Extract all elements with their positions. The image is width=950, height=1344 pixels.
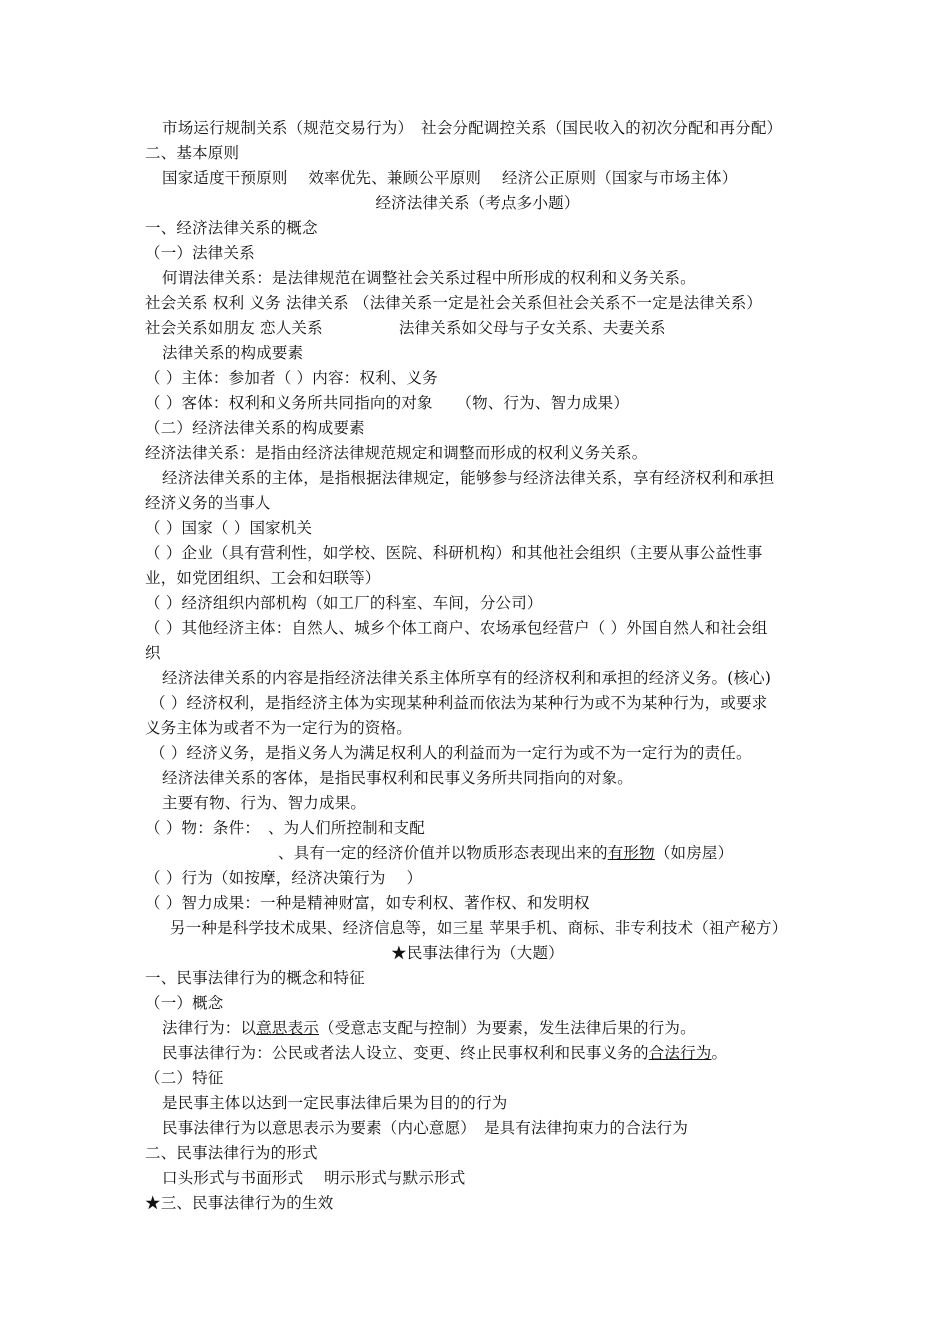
text-fragment: 法律关系如父母与子女关系、夫妻关系	[398, 319, 666, 337]
text-line: 经济法律关系：是指由经济法律规范规定和调整而形成的权利义务关系。	[145, 444, 648, 462]
text-line: 社会关系 权利 义务 法律关系 （法律关系一定是社会关系但社会关系不一定是法律关系）	[145, 294, 763, 312]
text-line: 经济法律关系的主体，是指根据法律规定，能够参与经济法律关系，享有经济权利和承担	[162, 469, 775, 487]
text-fragment: 民事法律行为：公民或者法人设立、变更、终止民事权利和民事义务的	[162, 1044, 649, 1062]
text-line	[145, 316, 810, 340]
text-line	[162, 1041, 827, 1065]
text-line: （ ）行为（如按摩，经济决策行为 ）	[145, 869, 423, 887]
centered-heading: ★民事法律行为（大题）	[391, 944, 564, 962]
text-line: （ ）经济组织内部机构（如工厂的科室、车间，分公司）	[145, 594, 543, 612]
section-heading: 二、基本原则	[145, 144, 240, 162]
text-line: 何谓法律关系：是法律规范在调整社会关系过程中所形成的权利和义务关系。	[162, 269, 696, 287]
text-line: 经济法律关系的客体，是指民事权利和民事义务所共同指向的对象。	[162, 769, 634, 787]
subsection-heading: （二）经济法律关系的构成要素	[145, 419, 365, 437]
text-line: （ ）智力成果：一种是精神财富，如专利权、著作权、和发明权	[145, 894, 590, 912]
text-line: （ ）其他经济主体：自然人、城乡个体工商户、农场承包经营户（ ）外国自然人和社会组	[145, 619, 768, 637]
text-line	[162, 1016, 827, 1040]
underlined-term: 意思表示	[256, 1019, 320, 1037]
text-line: （ ）物：条件： 、为人们所控制和支配	[145, 819, 425, 837]
text-line: （ ）企业（具有营利性，如学校、医院、科研机构）和其他社会组织（主要从事公益性事	[145, 544, 763, 562]
underlined-term: 有形物	[607, 844, 655, 862]
text-fragment: 、具有一定的经济价值并以物质形态表现出来的	[278, 844, 608, 862]
subsection-heading: （一）法律关系	[145, 244, 255, 262]
underlined-term: 合法行为	[648, 1044, 712, 1062]
text-line: （ ）客体：权利和义务所共同指向的对象 （物、行为、智力成果）	[145, 394, 630, 412]
text-line	[278, 841, 798, 865]
text-line: 是民事主体以达到一定民事法律后果为目的的行为	[162, 1094, 508, 1112]
text-line: （ ）经济义务，是指义务人为满足权利人的利益而为一定行为或不为一定行为的责任。	[150, 744, 752, 762]
section-heading: 二、民事法律行为的形式	[145, 1144, 318, 1162]
section-heading: 一、民事法律行为的概念和特征	[145, 969, 365, 987]
text-line: 织	[145, 644, 161, 662]
text-line: 主要有物、行为、智力成果。	[162, 794, 367, 812]
text-line: 义务主体为或者不为一定行为的资格。	[145, 719, 412, 737]
text-line: 经济义务的当事人	[145, 494, 271, 512]
text-fragment: 。	[711, 1044, 728, 1062]
text-fragment: （如房屋）	[654, 844, 734, 862]
text-line: （ ）经济权利，是指经济主体为实现某种利益而依法为某种行为或不为某种行为，或要求	[150, 694, 768, 712]
text-line: 业，如党团组织、工会和妇联等）	[145, 569, 381, 587]
text-fragment: 社会关系如朋友 恋人关系	[145, 319, 323, 337]
subsection-heading: （二）特征	[145, 1069, 224, 1087]
text-line: 口头形式与书面形式 明示形式与默示形式	[162, 1169, 466, 1187]
text-line: 法律关系的构成要素	[162, 344, 304, 362]
subsection-heading: （一）概念	[145, 994, 224, 1012]
centered-heading: 经济法律关系（考点多小题）	[375, 194, 580, 212]
text-fragment: （受意志支配与控制）为要素，发生法律后果的行为。	[319, 1019, 696, 1037]
text-line: （ ）国家（ ）国家机关	[145, 519, 313, 537]
text-line: 另一种是科学技术成果、经济信息等，如三星 苹果手机、商标、非专利技术（祖产秘方）	[170, 919, 788, 937]
section-heading: ★三、民事法律行为的生效	[145, 1194, 334, 1212]
text-line: 经济法律关系的内容是指经济法律关系主体所享有的经济权利和承担的经济义务。(核心)	[162, 669, 772, 687]
text-line: 国家适度干预原则 效率优先、兼顾公平原则 经济公正原则（国家与市场主体）	[162, 169, 738, 187]
text-fragment: 法律行为：以	[162, 1019, 257, 1037]
section-heading: 一、经济法律关系的概念	[145, 219, 318, 237]
text-line: （ ）主体：参加者（ ）内容：权利、义务	[145, 369, 438, 387]
text-line: 民事法律行为以意思表示为要素（内心意愿） 是具有法律拘束力的合法行为	[162, 1119, 689, 1137]
text-line: 市场运行规制关系（规范交易行为） 社会分配调控关系（国民收入的初次分配和再分配）	[162, 119, 783, 137]
